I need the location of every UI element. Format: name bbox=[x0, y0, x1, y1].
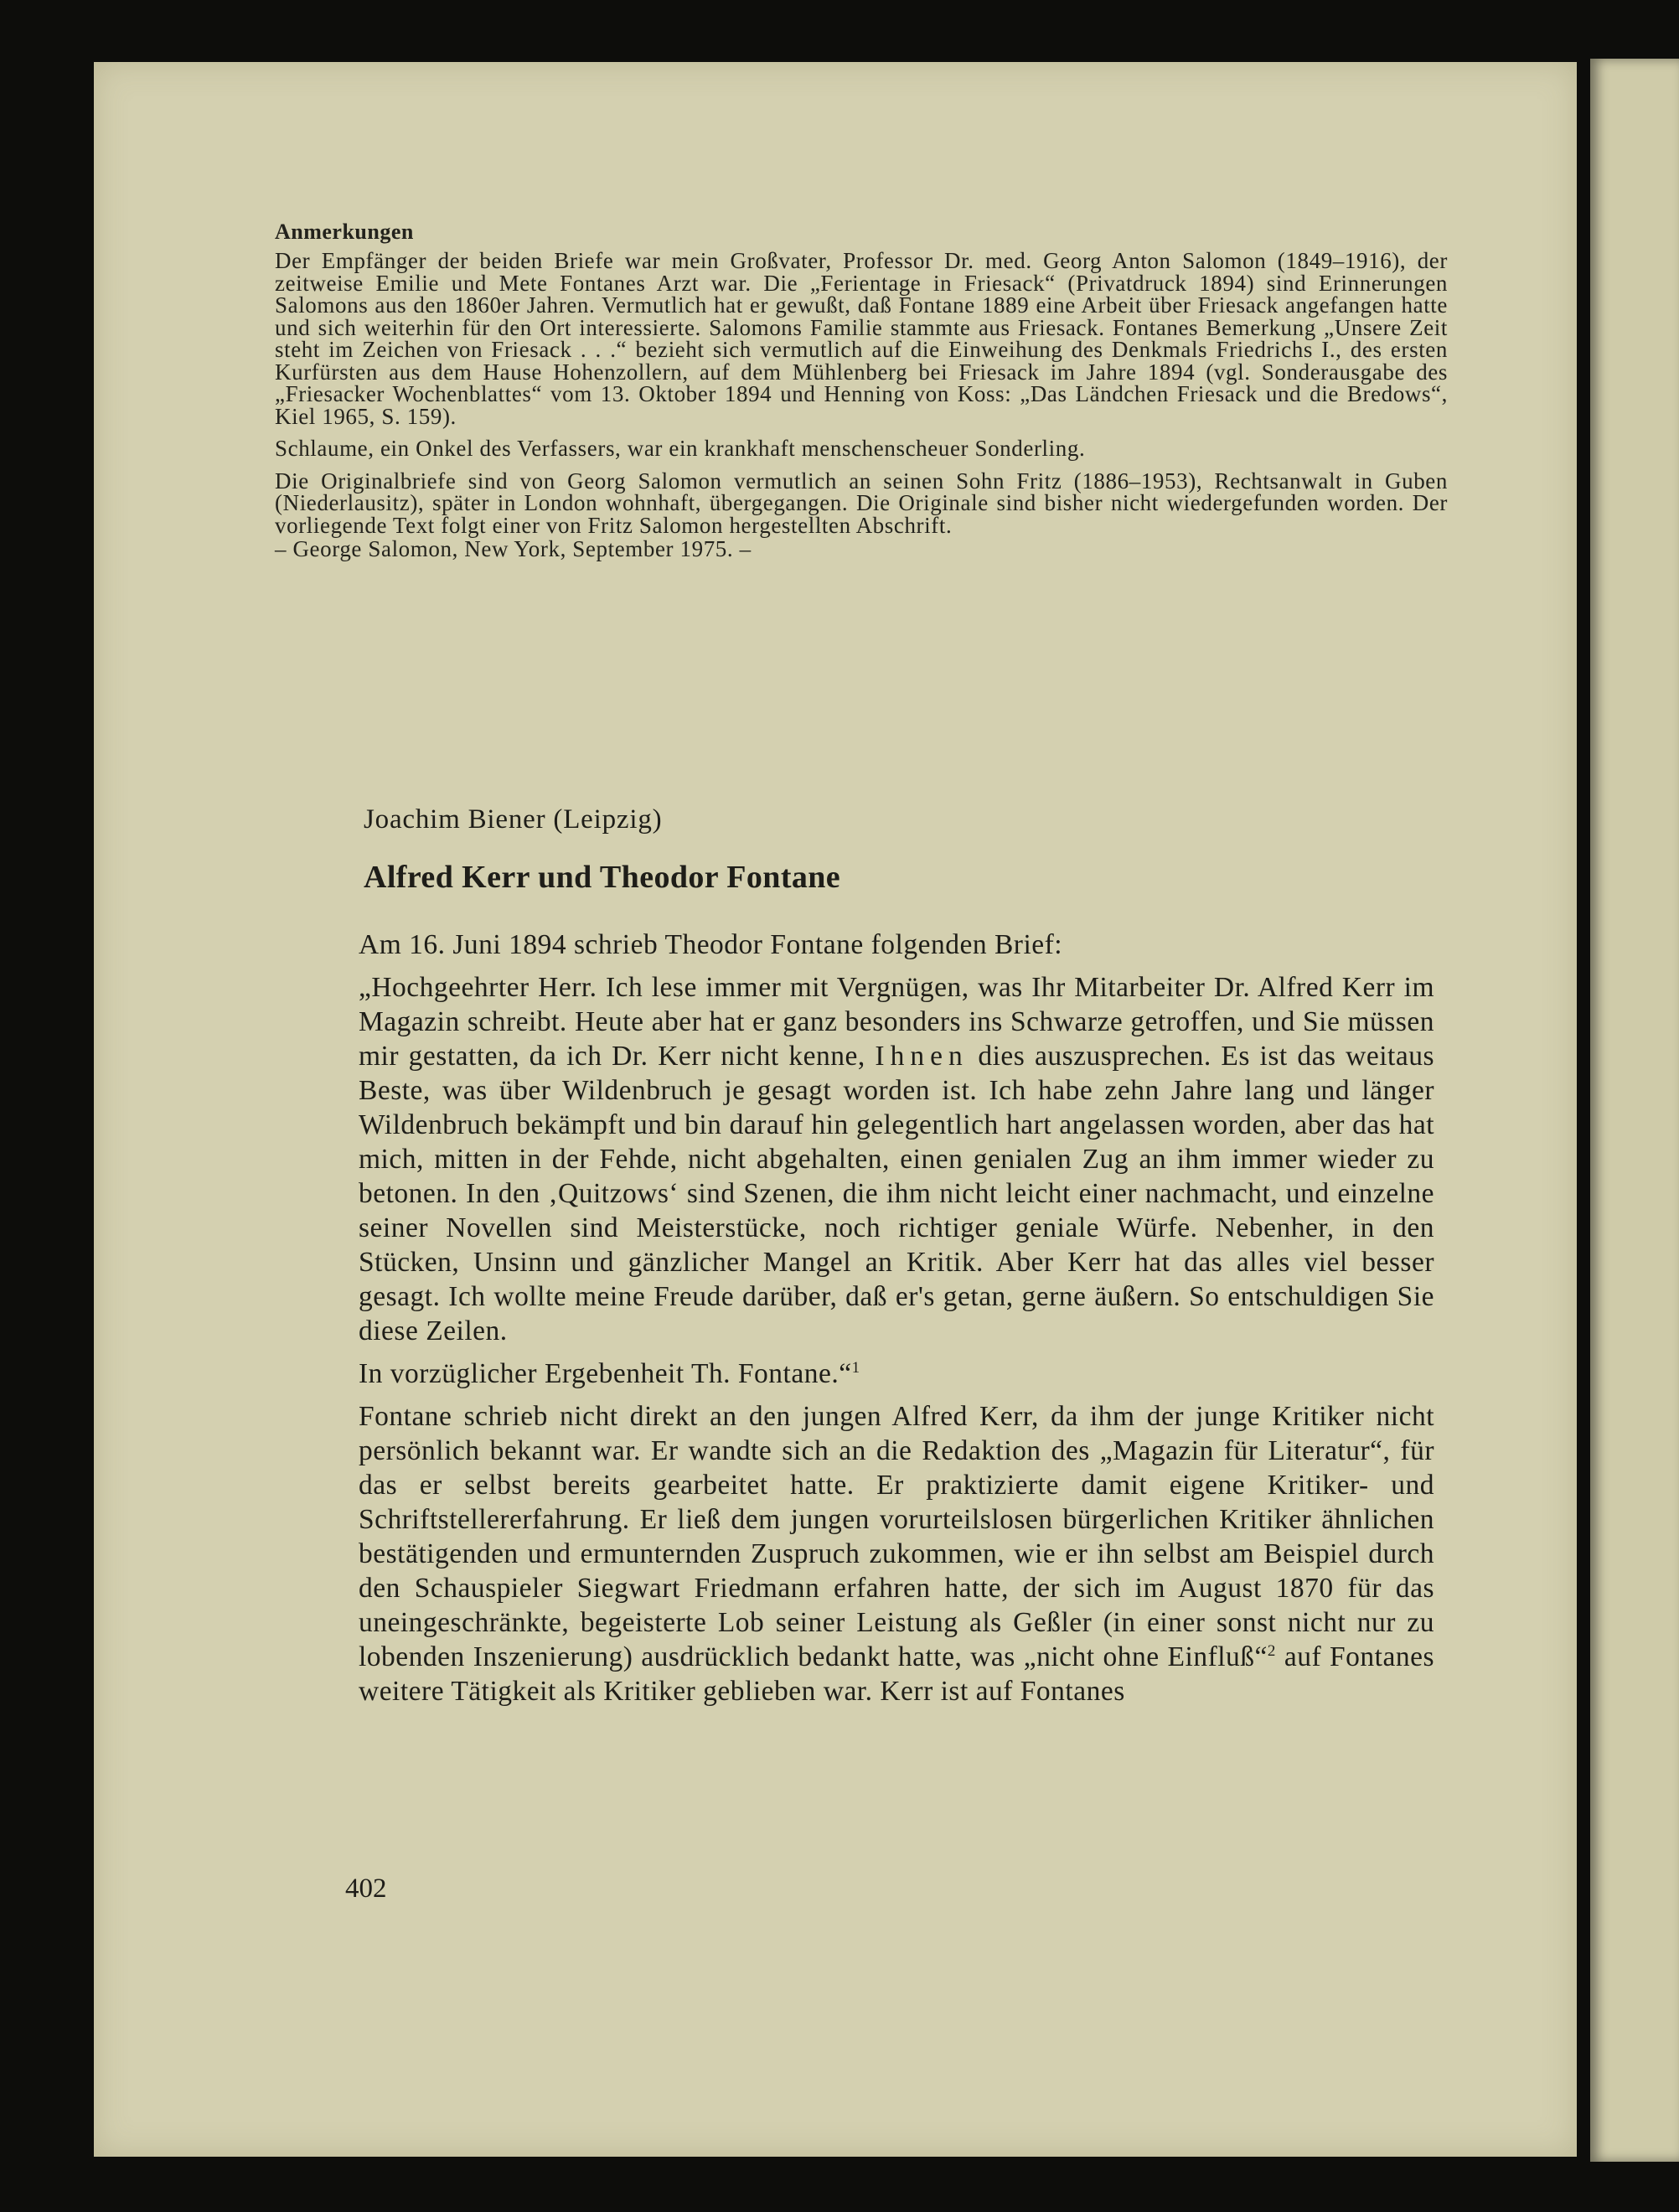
article bbox=[359, 804, 1434, 1717]
note-paragraph-1: Der Empfänger der beiden Briefe war mein Großvater, Professor Dr. med. Georg Anton Salomon (1849–1916), der zeitweise Emilie und Mete Fontanes Arzt war. Die „Ferientage in Friesack“ (Privatdruck 1894) sind Erinnerungen Salomons aus den 1860er Jahren. Vermutlich hat er gewußt, daß Fontane 1889 eine Arbeit über Friesack angefangen hatte und sich weiterhin für den Ort interessierte. Salomons Familie stammte aus Friesack. Fontanes Bemerkung „Unsere Zeit steht im Zeichen von Friesack . . .“ bezieht sich vermutlich auf die Einweihung des Denkmals Friedrichs I., des ersten Kurfürsten aus dem Hause Hohenzollern, auf dem Mühlenberg bei Friesack im Jahre 1894 (vgl. Sonderausgabe des „Friesacker Wochenblattes“ vom 13. Oktober 1894 und Henning von Koss: „Das Ländchen Friesack und die Bredows“, Kiel 1965, S. 159). bbox=[275, 248, 1448, 429]
notes-heading: Anmerkungen bbox=[275, 220, 414, 244]
footnote-marker-1: 1 bbox=[851, 1358, 860, 1377]
note-signature: – George Salomon, New York, September 1975. – bbox=[275, 536, 752, 561]
letter-quote bbox=[359, 970, 1434, 1348]
page-number: 402 bbox=[345, 1873, 387, 1904]
letter-closing-text: In vorzüglicher Ergebenheit Th. Fontane.“ bbox=[359, 1358, 852, 1389]
adjacent-page-edge bbox=[1590, 59, 1679, 2162]
letter-closing bbox=[359, 1357, 1434, 1391]
notes-section bbox=[275, 220, 1448, 571]
letter-text-part-1: „Hochgeehrter Herr. Ich lese immer mit Vergnügen, was Ihr Mitarbeiter Dr. Alfred Kerr im Magazin schreibt. Heute aber hat er ganz besonders ins Schwarze getroffen, und Sie müssen mir gestatten, da ich Dr. Kerr nicht kenne, bbox=[359, 972, 1434, 1072]
letter-text-part-2: dies auszusprechen. Es ist das weitaus Beste, was über Wildenbruch je gesagt worden ist. Ich habe zehn Jahre lang und länger Wildenbruch bekämpft und bin darauf hin gelegentlich hart angelassen worden, aber das hat mich, mitten in der Fehde, nicht abgehalten, einen genialen Zug an ihm immer wieder zu betonen. In den ‚Quitzows‘ sind Szenen, die ihm nicht leicht einer nachmacht, und einzelne seiner Novellen sind Meisterstücke, noch richtiger geniale Würfe. Nebenher, in den Stücken, Unsinn und gänzlicher Mangel an Kritik. Aber Kerr hat das alles viel besser gesagt. Ich wollte meine Freude darüber, daß er's getan, gerne äußern. So entschuldigen Sie diese Zeilen. bbox=[359, 1041, 1434, 1346]
article-author: Joachim Biener (Leipzig) bbox=[364, 804, 663, 835]
footnote-marker-2: 2 bbox=[1267, 1641, 1276, 1660]
body-text-part-2: auf Fontanes weitere Tätigkeit als Kritiker geblieben war. Kerr ist auf Fontanes bbox=[359, 1641, 1434, 1707]
note-paragraph-2: Schlaume, ein Onkel des Verfassers, war ein krankhaft menschenscheuer Sonderling. bbox=[275, 436, 1086, 461]
letter-emphasis: Ihnen bbox=[875, 1041, 969, 1072]
note-paragraph-3: Die Originalbriefe sind von Georg Salomon vermutlich an seinen Sohn Fritz (1886–1953), Rechtsanwalt in Guben (Niederlausitz), später in London wohnhaft, übergegangen. Die Originale sind bisher nicht wiedergefunden worden. Der vorliegende Text folgt einer von Fritz Salomon hergestellten Abschrift. bbox=[275, 468, 1448, 538]
body-text-part-1: Fontane schrieb nicht direkt an den jungen Alfred Kerr, da ihm der junge Kritiker nicht persönlich bekannt war. Er wandte sich an die Redaktion des „Magazin für Literatur“, für das er selbst bereits gearbeitet hatte. Er praktizierte damit eigene Kritiker- und Schriftstellererfahrung. Er ließ dem jungen vorurteilslosen bürgerlichen Kritiker ähnlichen bestätigenden und ermunternden Zuspruch zukommen, wie er ihn selbst am Beispiel durch den Schauspieler Siegwart Friedmann erfahren hatte, der sich im August 1870 für das uneingeschränkte, begeisterte Lob seiner Leistung als Geßler (in einer sonst nicht nur zu lobenden Inszenierung) ausdrücklich bedankt hatte, was „nicht ohne Einfluß“ bbox=[359, 1401, 1434, 1672]
article-body-paragraph bbox=[359, 1399, 1434, 1708]
article-title: Alfred Kerr und Theodor Fontane bbox=[364, 860, 841, 895]
article-intro: Am 16. Juni 1894 schrieb Theodor Fontane folgenden Brief: bbox=[359, 929, 1063, 960]
